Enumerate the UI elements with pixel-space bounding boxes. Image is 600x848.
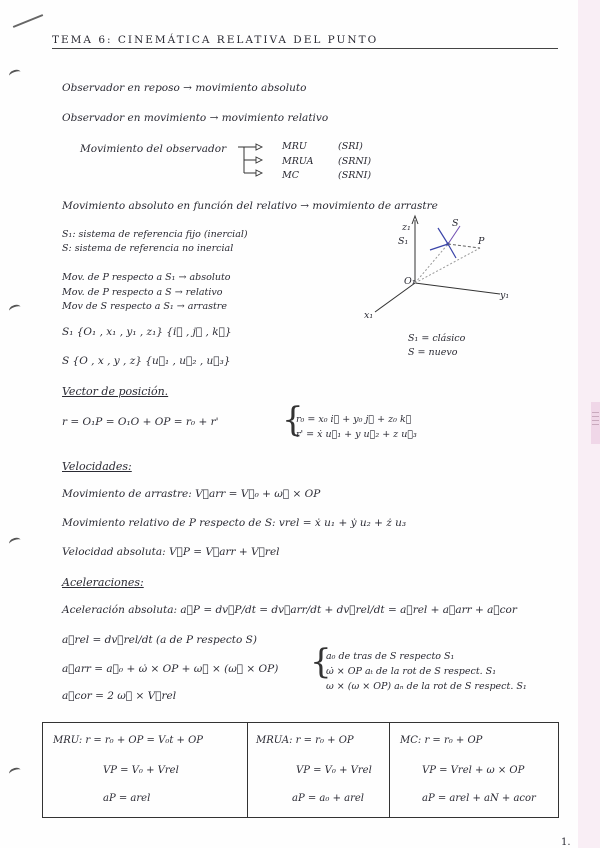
brace: { (282, 400, 304, 440)
axis-x1-label: x₁ (364, 310, 374, 321)
box-mc-acceleration: aP = arel + aN + acor (422, 793, 536, 804)
axis-y1-label: y₁ (500, 290, 510, 301)
acc-note-2: ω̇ × OP aₜ de la rot de S respect. S₁ (326, 666, 497, 677)
intro-line-movimiento: Observador en movimiento → movimiento relativo (62, 112, 329, 124)
intro-line-reposo: Observador en reposo → movimiento absoluto (62, 82, 307, 94)
acceleration-coriolis: a⃗cor = 2 ω⃗ × V⃗rel (62, 690, 177, 702)
obs-item-mrua-ref: (SRNI) (338, 156, 372, 167)
acceleration-drag: a⃗arr = a⃗₀ + ω̇ × OP + ω⃗ × (ω⃗ × OP) (62, 663, 279, 675)
velocity-absolute: Velocidad absoluta: V⃗P = V⃗arr + V⃗rel (62, 546, 280, 558)
observer-motion-label: Movimiento del observador (80, 143, 227, 155)
position-component-r0: r₀ = x₀ i⃗ + y₀ j⃗ + z₀ k⃗ (296, 414, 412, 425)
obs-item-mrua: MRUA (282, 156, 314, 167)
binder-hole-icon (8, 536, 22, 548)
page-title: TEMA 6: CINEMÁTICA RELATIVA DEL PUNTO (52, 34, 379, 46)
box-mc-position: MC: r = r₀ + OP (400, 735, 483, 746)
accelerations-heading: Aceleraciones: (62, 576, 144, 589)
acceleration-relative: a⃗rel = dv⃗rel/dt (a de P respecto S) (62, 634, 257, 646)
motion-absolute: Mov. de P respecto a S₁ → absoluto (62, 272, 231, 283)
obs-item-mru-ref: (SRI) (338, 141, 363, 152)
summary-box-mc (389, 722, 559, 818)
obs-item-mc: MC (282, 170, 299, 181)
acc-note-1: a₀ de tras de S respecto S₁ (326, 651, 455, 662)
axis-z1-label: z₁ (402, 222, 411, 233)
note-s-new: S = nuevo (408, 347, 458, 358)
page-tab (591, 402, 600, 444)
box-mru-velocity: VP = V₀ + Vrel (103, 765, 179, 776)
binder-hole-icon (8, 68, 22, 80)
branch-arrows (238, 143, 274, 181)
box-mc-velocity: VP = Vrel + ω × OP (422, 765, 525, 776)
frame-s1: S₁ {O₁ , x₁ , y₁ , z₁} {i⃗ , j⃗ , k⃗} (62, 326, 232, 338)
acc-note-3: ω × (ω × OP) aₙ de la rot de S respect. S₁ (326, 681, 527, 692)
velocity-drag: Movimiento de arrastre: V⃗arr = V⃗₀ + ω⃗ × OP (62, 488, 321, 500)
position-equation: r = O₁P = O₁O + OP = r₀ + r' (62, 416, 219, 428)
s1-definition: S₁: sistema de referencia fijo (inercial) (62, 229, 248, 240)
position-component-rprime: r' = ẋ u⃗₁ + y u⃗₂ + z u⃗₃ (296, 429, 417, 440)
pen-mark (13, 14, 43, 28)
arrastre-heading: Movimiento absoluto en función del relativo → movimiento de arrastre (62, 200, 438, 212)
obs-item-mc-ref: (SRNI) (338, 170, 372, 181)
box-mrua-velocity: VP = V₀ + Vrel (296, 765, 372, 776)
point-p-label: P (478, 236, 485, 247)
origin-o1-label: O₁ (404, 276, 416, 287)
frame-s: S {O , x , y , z} {u⃗₁ , u⃗₂ , u⃗₃} (62, 355, 231, 367)
note-s1-classic: S₁ = clásico (408, 333, 466, 344)
page-number: 1. (561, 837, 571, 848)
frame-s1-label: S₁ (398, 236, 409, 247)
box-mrua-acceleration: aP = a₀ + arel (292, 793, 364, 804)
s-definition: S: sistema de referencia no inercial (62, 243, 234, 254)
acceleration-absolute: Aceleración absoluta: a⃗P = dv⃗P/dt = dv⃗arr/dt + dv⃗rel/dt = a⃗rel + a⃗arr + a⃗cor (62, 604, 517, 616)
box-mru-acceleration: aP = arel (103, 793, 151, 804)
binder-hole-icon (8, 303, 22, 315)
velocity-relative: Movimiento relativo de P respecto de S: vrel = ẋ u₁ + ẏ u₂ + ż u₃ (62, 517, 407, 529)
position-heading: Vector de posición. (62, 385, 169, 398)
summary-box-mrua (247, 722, 390, 818)
obs-item-mru: MRU (282, 141, 307, 152)
frame-s-label: S (452, 218, 459, 229)
binder-hole-icon (8, 766, 22, 778)
motion-relative: Mov. de P respecto a S → relativo (62, 287, 223, 298)
box-mru-position: MRU: r = r₀ + OP = V₀t + OP (53, 735, 204, 746)
brace: { (310, 642, 332, 682)
reference-frames-diagram (360, 208, 520, 320)
motion-drag: Mov de S respecto a S₁ → arrastre (62, 301, 227, 312)
summary-box-mru (42, 722, 248, 818)
box-mrua-position: MRUA: r = r₀ + OP (256, 735, 354, 746)
velocities-heading: Velocidades: (62, 460, 132, 473)
title-underline (52, 48, 558, 49)
